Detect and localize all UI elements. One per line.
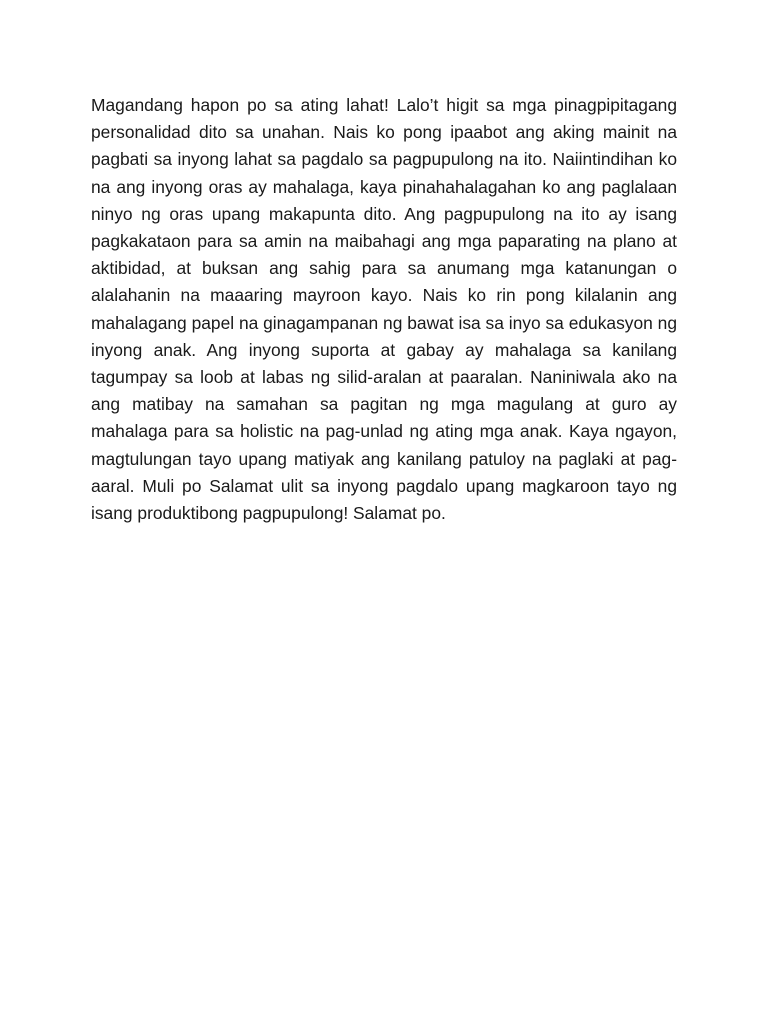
body-paragraph: Magandang hapon po sa ating lahat! Lalo’t higit sa mga pinagpipitagang personalidad dito sa unahan. Nais ko pong ipaabot ang aking mainit na pagbati sa inyong lahat sa pagdalo sa pagpupulong na ito. Naiintindihan ko na ang inyong oras ay mahalaga, kaya pinahahalagahan ko ang paglalaan ninyo ng oras upang makapunta dito. Ang pagpupulong na ito ay isang pagkakataon para sa amin na maibahagi ang mga paparating na plano at aktibidad, at buksan ang sahig para sa anumang mga katanungan o alalahanin na maaaring mayroon kayo. Nais ko rin pong kilalanin ang mahalagang papel na ginagampanan ng bawat isa sa inyo sa edukasyon ng inyong anak. Ang inyong suporta at gabay ay mahalaga sa kanilang tagumpay sa loob at labas ng silid-aralan at paaralan. Naniniwala ako na ang matibay na samahan sa pagitan ng mga magulang at guro ay mahalaga para sa holistic na pag-unlad ng ating mga anak. Kaya ngayon, magtulungan tayo upang matiyak ang kanilang patuloy na paglaki at pag-aaral. Muli po Salamat ulit sa inyong pagdalo upang magkaroon tayo ng isang produktibong pagpupulong! Salamat po. [91, 95, 677, 524]
